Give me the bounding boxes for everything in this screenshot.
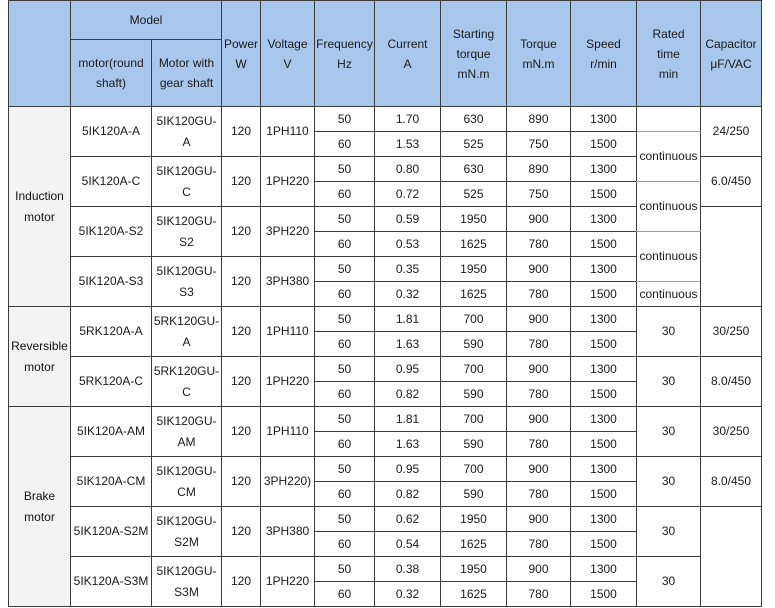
torque-value: 900 xyxy=(507,507,571,532)
starting-torque-header: Starting torque mN.m xyxy=(441,1,507,107)
frequency-value: 50 xyxy=(315,407,375,432)
torque-value: 900 xyxy=(507,557,571,582)
model-header: Model xyxy=(71,1,222,40)
voltage-value: 1PH220 xyxy=(261,157,315,207)
model-gear-shaft: 5IK120GU- S2 xyxy=(152,207,222,257)
torque-value: 900 xyxy=(507,457,571,482)
starting-torque-value: 700 xyxy=(441,407,507,432)
model-round-shaft: 5IK120A-C xyxy=(71,157,152,207)
model-round-shaft: 5RK120A-C xyxy=(71,357,152,407)
speed-value: 1300 xyxy=(571,207,637,232)
current-value: 0.95 xyxy=(375,357,441,382)
starting-torque-value: 1625 xyxy=(441,282,507,307)
model-gear-shaft: 5IK120GU- CM xyxy=(152,457,222,507)
torque-value: 900 xyxy=(507,257,571,282)
model-round-shaft: 5IK120A-S3 xyxy=(71,257,152,307)
current-value: 0.32 xyxy=(375,282,441,307)
speed-value: 1300 xyxy=(571,507,637,532)
capacitor-value: 8.0/450 xyxy=(701,457,762,507)
voltage-value: 1PH220 xyxy=(261,557,315,607)
speed-value: 1500 xyxy=(571,132,637,157)
rated-time-value: 30 xyxy=(637,557,701,607)
current-header: Current A xyxy=(375,1,441,107)
speed-value: 1500 xyxy=(571,382,637,407)
model-gear-shaft: 5IK120GU- AM xyxy=(152,407,222,457)
capacitor-value: 30/250 xyxy=(701,407,762,457)
starting-torque-value: 630 xyxy=(441,107,507,132)
motor-spec-table xyxy=(8,0,762,607)
model-gear-shaft: 5IK120GU- S2M xyxy=(152,507,222,557)
frequency-value: 60 xyxy=(315,532,375,557)
torque-value: 780 xyxy=(507,282,571,307)
torque-value: 750 xyxy=(507,182,571,207)
model-round-shaft: 5IK120A-AM xyxy=(71,407,152,457)
current-value: 1.81 xyxy=(375,307,441,332)
model-round-shaft: 5IK120A-S2M xyxy=(71,507,152,557)
speed-value: 1300 xyxy=(571,307,637,332)
model-round-shaft: 5IK120A-A xyxy=(71,107,152,157)
frequency-value: 60 xyxy=(315,582,375,607)
rated-time-header: Rated time min xyxy=(637,1,701,107)
table-row xyxy=(9,307,762,332)
motor-gear-shaft-header: Motor with gear shaft xyxy=(152,40,222,107)
starting-torque-value: 630 xyxy=(441,157,507,182)
speed-value: 1300 xyxy=(571,357,637,382)
torque-value: 780 xyxy=(507,332,571,357)
model-round-shaft: 5IK120A-S2 xyxy=(71,207,152,257)
spec-table-body xyxy=(9,107,762,607)
frequency-value: 50 xyxy=(315,257,375,282)
starting-torque-value: 1950 xyxy=(441,507,507,532)
starting-torque-value: 1625 xyxy=(441,232,507,257)
torque-value: 890 xyxy=(507,107,571,132)
voltage-value: 1PH110 xyxy=(261,107,315,157)
rated-time-value: continuous xyxy=(637,132,701,182)
current-value: 0.32 xyxy=(375,582,441,607)
speed-value: 1500 xyxy=(571,332,637,357)
torque-value: 780 xyxy=(507,232,571,257)
model-gear-shaft: 5RK120GU- A xyxy=(152,307,222,357)
current-value: 0.95 xyxy=(375,457,441,482)
frequency-value: 50 xyxy=(315,207,375,232)
frequency-value: 60 xyxy=(315,282,375,307)
model-round-shaft: 5IK120A-CM xyxy=(71,457,152,507)
capacitor-value xyxy=(701,207,762,307)
current-value: 1.81 xyxy=(375,407,441,432)
frequency-value: 50 xyxy=(315,357,375,382)
power-value: 120 xyxy=(222,507,261,557)
frequency-value: 60 xyxy=(315,232,375,257)
frequency-value: 50 xyxy=(315,457,375,482)
starting-torque-value: 700 xyxy=(441,307,507,332)
rated-time-value: 30 xyxy=(637,307,701,357)
capacitor-value: 8.0/450 xyxy=(701,357,762,407)
model-gear-shaft: 5IK120GU- C xyxy=(152,157,222,207)
voltage-header: Voltage V xyxy=(261,1,315,107)
current-value: 1.53 xyxy=(375,132,441,157)
rated-time-value: continuous xyxy=(637,282,701,307)
torque-value: 780 xyxy=(507,382,571,407)
starting-torque-value: 1625 xyxy=(441,532,507,557)
rated-time-value: 30 xyxy=(637,357,701,407)
rated-time-value: 30 xyxy=(637,507,701,557)
capacitor-value: 6.0/450 xyxy=(701,157,762,207)
starting-torque-value: 525 xyxy=(441,182,507,207)
rated-time-value: continuous xyxy=(637,182,701,232)
torque-value: 900 xyxy=(507,207,571,232)
torque-value: 750 xyxy=(507,132,571,157)
table-row xyxy=(9,407,762,432)
voltage-value: 1PH220 xyxy=(261,357,315,407)
table-row xyxy=(9,357,762,382)
current-value: 0.35 xyxy=(375,257,441,282)
frequency-value: 50 xyxy=(315,157,375,182)
current-value: 0.53 xyxy=(375,232,441,257)
power-value: 120 xyxy=(222,107,261,157)
speed-value: 1500 xyxy=(571,582,637,607)
starting-torque-value: 1950 xyxy=(441,557,507,582)
table-row xyxy=(9,457,762,482)
speed-value: 1300 xyxy=(571,157,637,182)
current-value: 0.80 xyxy=(375,157,441,182)
category-induction: Induction motor xyxy=(9,107,71,307)
power-value: 120 xyxy=(222,257,261,307)
frequency-value: 50 xyxy=(315,107,375,132)
power-header: Power W xyxy=(222,1,261,107)
power-value: 120 xyxy=(222,157,261,207)
speed-value: 1500 xyxy=(571,482,637,507)
rated-time-blank xyxy=(637,107,701,132)
starting-torque-value: 1950 xyxy=(441,257,507,282)
current-value: 0.54 xyxy=(375,532,441,557)
table-row xyxy=(9,557,762,582)
torque-header: Torque mN.m xyxy=(507,1,571,107)
frequency-value: 60 xyxy=(315,132,375,157)
starting-torque-value: 590 xyxy=(441,382,507,407)
voltage-value: 1PH110 xyxy=(261,407,315,457)
voltage-value: 3PH380 xyxy=(261,507,315,557)
starting-torque-value: 1625 xyxy=(441,582,507,607)
model-gear-shaft: 5RK120GU- C xyxy=(152,357,222,407)
power-value: 120 xyxy=(222,307,261,357)
starting-torque-value: 525 xyxy=(441,132,507,157)
rated-time-value: continuous xyxy=(637,232,701,282)
capacitor-value xyxy=(701,507,762,607)
power-value: 120 xyxy=(222,207,261,257)
speed-value: 1500 xyxy=(571,432,637,457)
capacitor-header: Capacitor μF/VAC xyxy=(701,1,762,107)
table-row xyxy=(9,507,762,532)
voltage-value: 3PH380 xyxy=(261,257,315,307)
starting-torque-value: 590 xyxy=(441,432,507,457)
model-round-shaft: 5RK120A-A xyxy=(71,307,152,357)
frequency-value: 60 xyxy=(315,432,375,457)
current-value: 1.70 xyxy=(375,107,441,132)
frequency-value: 50 xyxy=(315,307,375,332)
capacitor-value: 24/250 xyxy=(701,107,762,157)
torque-value: 900 xyxy=(507,407,571,432)
speed-value: 1300 xyxy=(571,107,637,132)
starting-torque-value: 700 xyxy=(441,457,507,482)
starting-torque-value: 700 xyxy=(441,357,507,382)
speed-value: 1300 xyxy=(571,407,637,432)
torque-value: 780 xyxy=(507,482,571,507)
current-value: 0.72 xyxy=(375,182,441,207)
current-value: 0.82 xyxy=(375,482,441,507)
torque-value: 780 xyxy=(507,582,571,607)
current-value: 0.59 xyxy=(375,207,441,232)
speed-value: 1500 xyxy=(571,182,637,207)
starting-torque-value: 590 xyxy=(441,332,507,357)
frequency-value: 60 xyxy=(315,382,375,407)
current-value: 0.82 xyxy=(375,382,441,407)
speed-header: Speed r/min xyxy=(571,1,637,107)
voltage-value: 1PH110 xyxy=(261,307,315,357)
current-value: 0.38 xyxy=(375,557,441,582)
power-value: 120 xyxy=(222,357,261,407)
speed-value: 1300 xyxy=(571,557,637,582)
speed-value: 1500 xyxy=(571,532,637,557)
category-reversible: Reversible motor xyxy=(9,307,71,407)
model-gear-shaft: 5IK120GU- A xyxy=(152,107,222,157)
power-value: 120 xyxy=(222,557,261,607)
current-value: 1.63 xyxy=(375,432,441,457)
frequency-header: Frequency Hz xyxy=(315,1,375,107)
current-value: 0.62 xyxy=(375,507,441,532)
frequency-value: 60 xyxy=(315,332,375,357)
motor-round-shaft-header: motor(round shaft) xyxy=(71,40,152,107)
model-round-shaft: 5IK120A-S3M xyxy=(71,557,152,607)
model-gear-shaft: 5IK120GU- S3M xyxy=(152,557,222,607)
torque-value: 780 xyxy=(507,432,571,457)
starting-torque-value: 590 xyxy=(441,482,507,507)
frequency-value: 50 xyxy=(315,557,375,582)
torque-value: 900 xyxy=(507,357,571,382)
rated-time-value: 30 xyxy=(637,457,701,507)
voltage-value: 3PH220 xyxy=(261,207,315,257)
category-brake: Brake motor xyxy=(9,407,71,607)
rated-time-value: 30 xyxy=(637,407,701,457)
capacitor-value: 30/250 xyxy=(701,307,762,357)
torque-value: 900 xyxy=(507,307,571,332)
speed-value: 1300 xyxy=(571,257,637,282)
frequency-value: 60 xyxy=(315,182,375,207)
table-row xyxy=(9,107,762,132)
torque-value: 780 xyxy=(507,532,571,557)
speed-value: 1500 xyxy=(571,282,637,307)
power-value: 120 xyxy=(222,407,261,457)
frequency-value: 50 xyxy=(315,507,375,532)
starting-torque-value: 1950 xyxy=(441,207,507,232)
corner-cell xyxy=(9,1,71,107)
frequency-value: 60 xyxy=(315,482,375,507)
speed-value: 1500 xyxy=(571,232,637,257)
current-value: 1.63 xyxy=(375,332,441,357)
power-value: 120 xyxy=(222,457,261,507)
voltage-value: 3PH220) xyxy=(261,457,315,507)
speed-value: 1300 xyxy=(571,457,637,482)
torque-value: 890 xyxy=(507,157,571,182)
model-gear-shaft: 5IK120GU- S3 xyxy=(152,257,222,307)
